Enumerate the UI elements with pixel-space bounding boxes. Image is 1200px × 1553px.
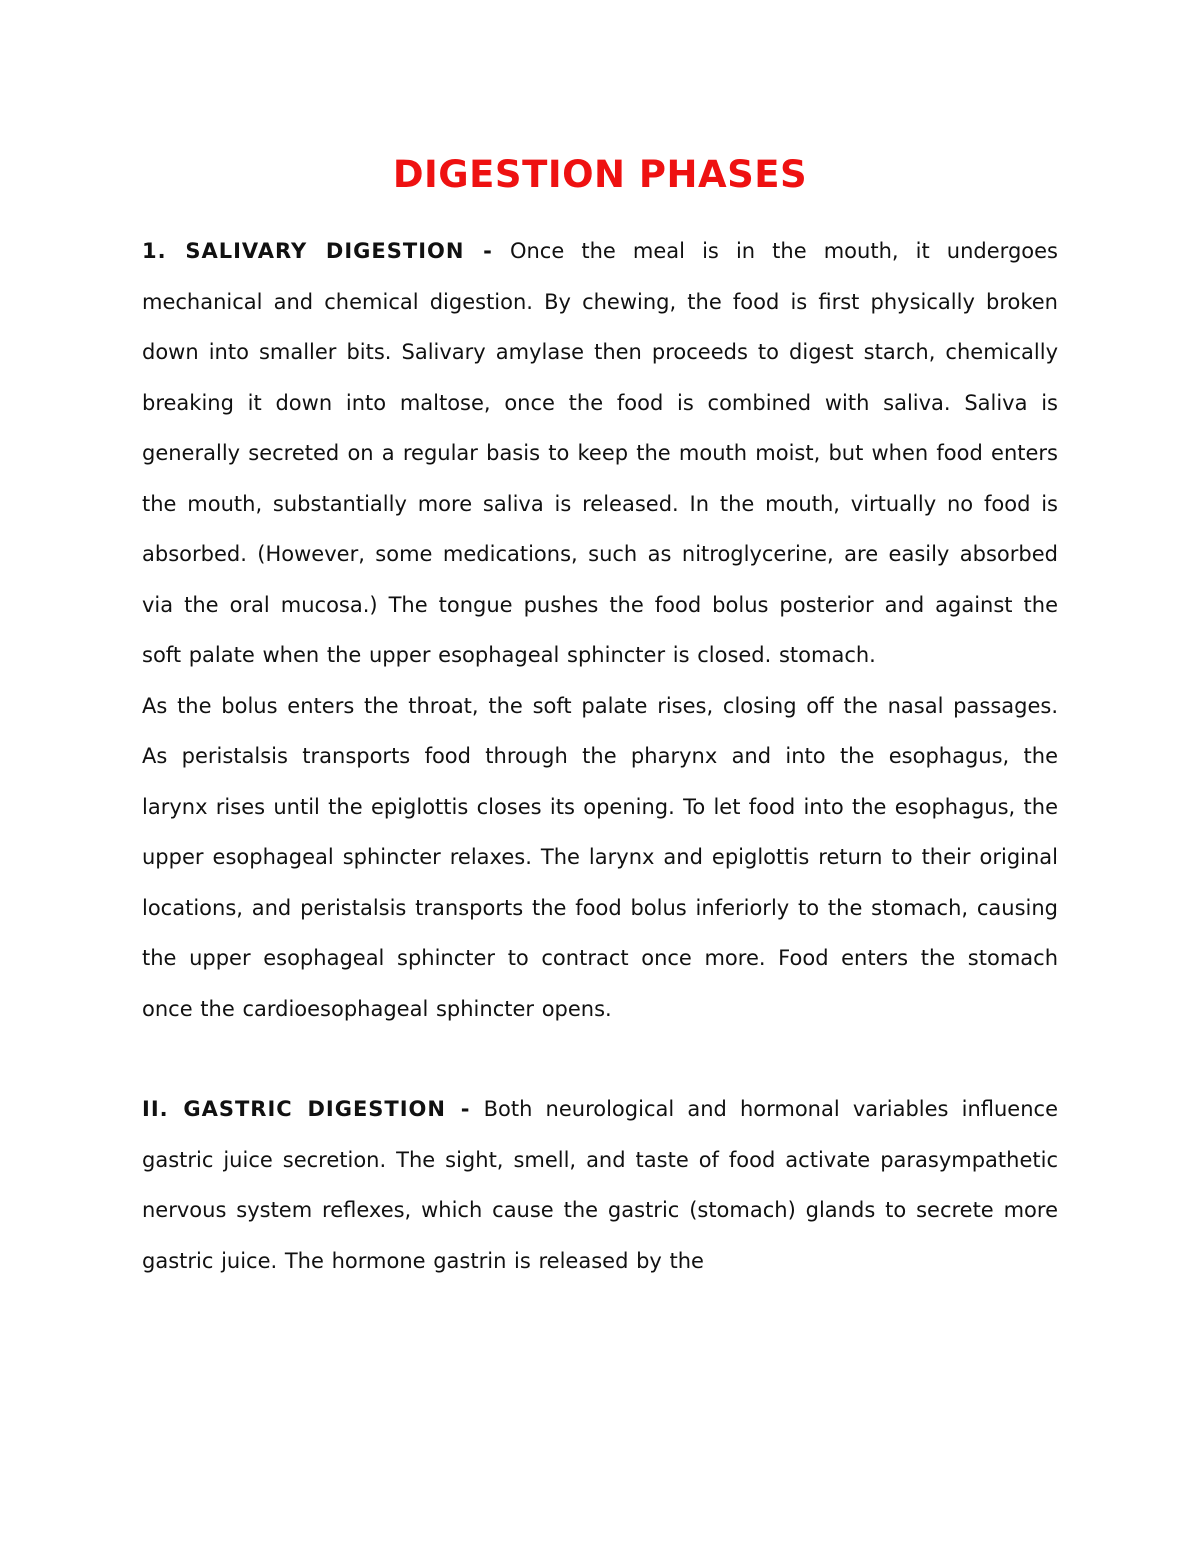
section-gastric-text-1: Both neurological and hormonal variables influence gastric juice secretion. The sight, smell, and taste of food activate parasympathetic nervous system reflexes, which cause the gastric (stomach) glands to secrete more gastric juice. The hormone gastrin is released by the <box>142 1097 1058 1273</box>
section-spacer <box>142 1034 1058 1084</box>
document-body <box>142 226 1058 1286</box>
section-heading-salivary: 1. SALIVARY DIGESTION - <box>142 239 493 263</box>
section-salivary-paragraph-2: As the bolus enters the throat, the soft palate rises, closing off the nasal passages. As peristalsis transports food through the pharynx and into the esophagus, the larynx rises until the epiglottis closes its opening. To let food into the esophagus, the upper esophageal sphincter relaxes. The larynx and epiglottis return to their original locations, and peristalsis transports the food bolus inferiorly to the stomach, causing the upper esophageal sphincter to contract once more. Food enters the stomach once the cardioesophageal sphincter opens. <box>142 693 1058 1021</box>
document-title: DIGESTION PHASES <box>392 153 808 196</box>
section-salivary-text-1: Once the meal is in the mouth, it undergoes mechanical and chemical digestion. By chewing, the food is first physically broken down into smaller bits. Salivary amylase then proceeds to digest starch, chemically breaking it down into maltose, once the food is combined with saliva. Saliva is generally secreted on a regular basis to keep the mouth moist, but when food enters the mouth, substantially more saliva is released. In the mouth, virtually no food is absorbed. (However, some medications, such as nitroglycerine, are easily absorbed via the oral mucosa.) The tongue pushes the food bolus posterior and against the soft palate when the upper esophageal sphincter is closed. stomach. <box>142 239 1058 667</box>
section-heading-gastric: II. GASTRIC DIGESTION - <box>142 1097 471 1121</box>
section-salivary-paragraph-1 <box>142 226 1058 681</box>
section-gastric-paragraph-1 <box>142 1084 1058 1286</box>
